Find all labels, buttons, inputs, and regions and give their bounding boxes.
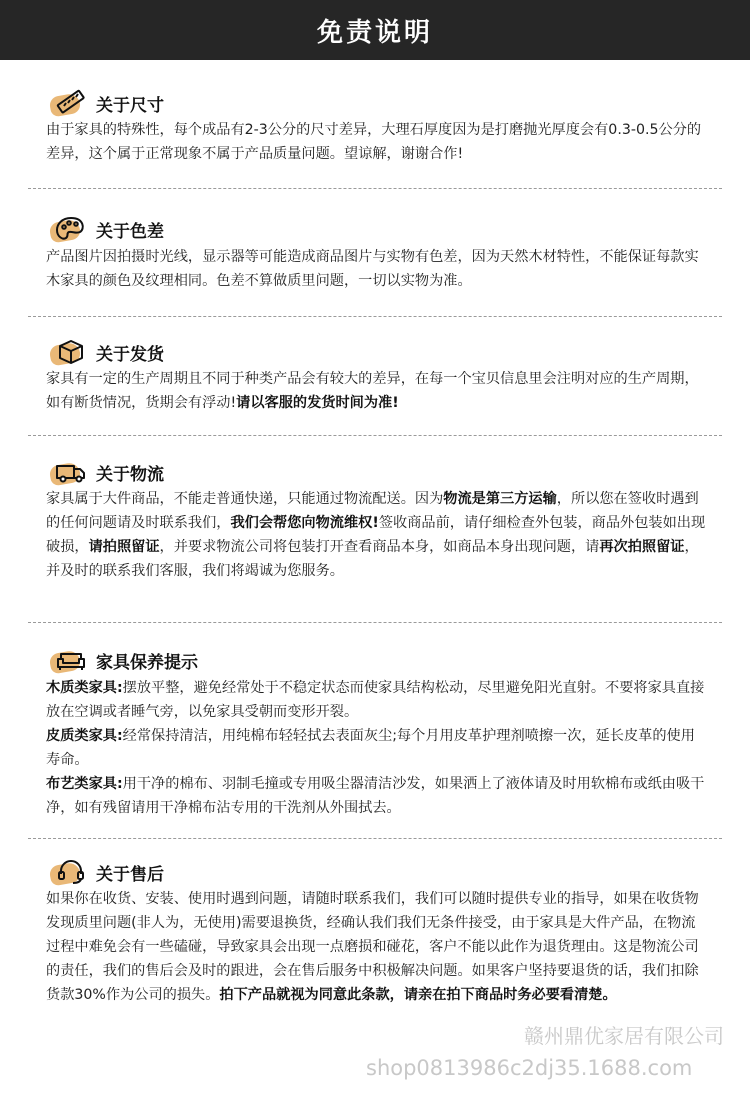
section-aftersales-heading: 关于售后 [96, 864, 164, 885]
section-size-heading: 关于尺寸 [96, 95, 164, 116]
ruler-icon [50, 89, 90, 117]
section-logistics-text: 家具属于大件商品，不能走普通快递，只能通过物流配送。因为物流是第三方运输，所以您在签收时遇到的任何问题请及时联系我们，我们会帮您向物流维权!签收商品前，请仔细检查外包装，商品外包装如出现破损，请拍照留证，并要求物流公司将包装打开查看商品本身，如商品本身出现问题，请再次拍照留证，并及时的联系我们客服，我们将竭诚为您服务。 [46, 491, 706, 579]
divider [28, 622, 722, 623]
divider [28, 316, 722, 317]
watermark-company: 赣州鼎优家居有限公司 [524, 1024, 724, 1048]
headset-icon [50, 858, 90, 886]
section-logistics-heading: 关于物流 [96, 464, 164, 485]
section-shipping-heading: 关于发货 [96, 344, 164, 365]
page-title: 免责说明 [316, 17, 433, 48]
section-size-title [50, 89, 164, 117]
section-shipping-text: 家具有一定的生产周期且不同于种类产品会有较大的差异，在每一个宝贝信息里会注明对应的生产周期，如有断货情况，货期会有浮动!请以客服的发货时间为准! [46, 371, 699, 411]
divider [28, 188, 722, 189]
box-icon [50, 338, 90, 366]
section-aftersales-text: 如果你在收货、安装、使用时遇到问题，请随时联系我们，我们可以随时提供专业的指导，如果在收货物发现质里问题(非人为，无使用)需要退换货，经确认我们我们无条件接受，由于家具是大件产品，在物流过程中难免会有一些磕碰，导致家具会出现一点磨损和碰花，客户不能以此作为退货理由。这是物流公司的责任，我们的售后会及时的跟进，会在售后服务中积极解决问题。如果客户坚持要退货的话，我们扣除货款30%作为公司的损失。拍下产品就视为同意此条款，请亲在拍下商品时务必要看清楚。 [46, 891, 699, 1003]
page-header [0, 0, 750, 60]
section-shipping-title [50, 338, 164, 366]
section-size-text: 由于家具的特殊性，每个成品有2-3公分的尺寸差异，大理石厚度因为是打磨抛光厚度会有0.3-0.5公分的差异，这个属于正常现象不属于产品质量问题。望谅解，谢谢合作! [46, 122, 702, 162]
sofa-icon [50, 646, 90, 674]
aftersales-emphasis: 拍下产品就视为同意此条款，请亲在拍下商品时务必要看清楚。 [219, 987, 617, 1003]
section-color-title [50, 215, 164, 243]
palette-icon [50, 215, 90, 243]
divider [28, 435, 722, 436]
truck-icon [50, 458, 90, 486]
watermark-shop: shop0813986c2dj35.1688.com [366, 1056, 693, 1080]
section-care-text: 木质类家具:摆放平整，避免经常处于不稳定状态而使家具结构松动，尽里避免阳光直射。不要将家具直接放在空调或者睡气旁，以免家具受朝而变形开裂。 皮质类家具:经常保持清洁，用纯棉布轻轻拭去表面灰尘;每个月用皮革护理剂喷擦一次，延长皮革的使用寿命。 布艺类家具:用干净的棉布、羽制毛撞或专用吸尘器清洁沙发，如果洒上了液体请及时用软棉布或纸由吸干净，如有残留请用干净棉布沾专用的干洗剂从外围拭去。 [46, 680, 705, 816]
section-logistics-title [50, 458, 164, 486]
section-care-title [50, 646, 198, 674]
section-color-heading: 关于色差 [96, 221, 164, 242]
divider [28, 838, 722, 839]
shipping-emphasis: 请以客服的发货时间为准! [236, 395, 399, 411]
section-care-heading: 家具保养提示 [96, 652, 198, 673]
section-color-text: 产品图片因拍摄时光线，显示器等可能造成商品图片与实物有色差，因为天然木材特性，不能保证每款实木家具的颜色及纹理相同。色差不算做质里问题，一切以实物为准。 [46, 249, 699, 289]
section-aftersales-title [50, 858, 164, 886]
